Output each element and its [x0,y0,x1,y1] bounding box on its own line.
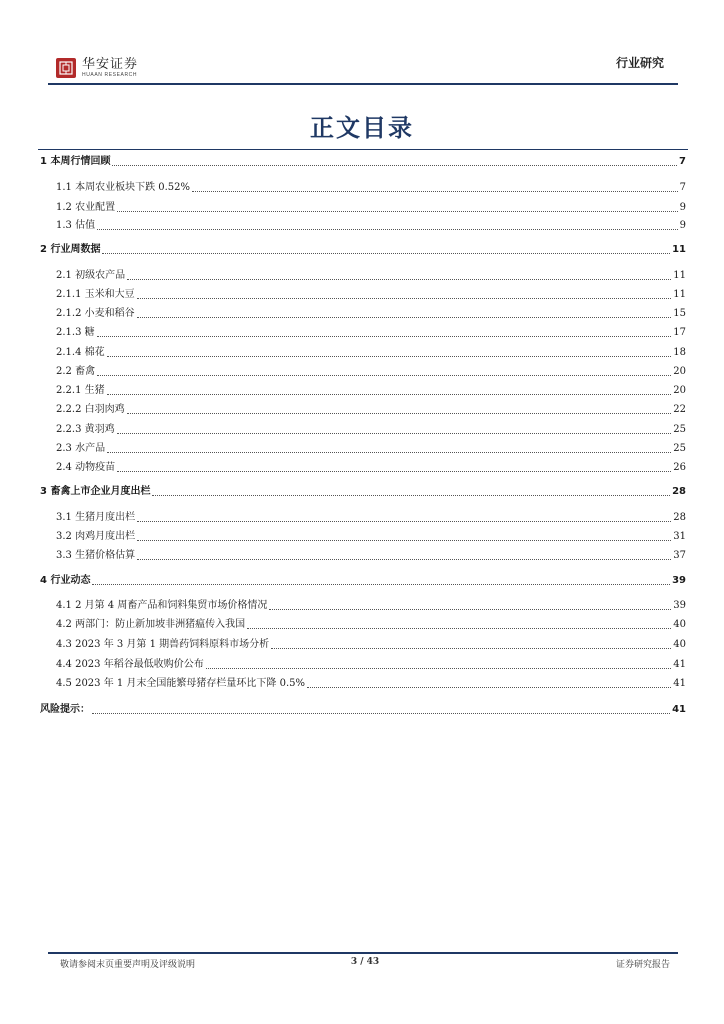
toc-dot-leader [137,558,671,560]
toc-entry[interactable] [40,699,686,717]
toc-entry[interactable] [56,284,686,302]
logo-chinese-name: 华安证券 [82,57,139,72]
toc-entry-page: 25 [673,424,686,435]
toc-entry-page: 18 [673,347,686,358]
toc-entry[interactable] [56,673,686,691]
toc-entry-page: 41 [673,678,686,689]
toc-dot-leader [117,432,672,434]
toc-entry[interactable] [56,595,686,613]
toc-entry-label: 1 本周行情回顾 [40,156,111,167]
page-footer [60,957,670,971]
toc-entry-page: 41 [672,704,686,715]
toc-dot-leader [137,539,671,541]
toc-entry[interactable] [56,457,686,475]
toc-entry[interactable] [56,526,686,544]
toc-entry[interactable] [56,380,686,398]
toc-entry-page: 39 [672,575,686,586]
toc-dot-leader [152,494,670,496]
toc-entry-page: 28 [673,512,686,523]
toc-dot-leader [112,164,677,166]
toc-entry-page: 20 [673,366,686,377]
toc-entry[interactable] [40,151,686,169]
toc-dot-leader [107,355,672,357]
toc-dot-leader [97,374,671,376]
toc-dot-leader [137,297,672,299]
toc-dot-leader [137,520,671,522]
toc-entry-label: 2.2 畜禽 [56,366,96,377]
toc-entry-page: 11 [672,244,686,255]
toc-entry-label: 2.4 动物疫苗 [56,462,116,473]
toc-entry-page: 11 [673,289,686,300]
toc-entry-label: 2.2.1 生猪 [56,385,105,396]
toc-entry[interactable] [56,197,686,215]
toc-entry-label: 3.2 肉鸡月度出栏 [56,531,136,542]
toc-dot-leader [192,190,678,192]
toc-entry[interactable] [56,265,686,283]
toc-entry-label: 2.1.1 玉米和大豆 [56,289,135,300]
toc-entry-label: 3 畜禽上市企业月度出栏 [40,486,151,497]
toc-entry-page: 11 [673,270,686,281]
toc-entry[interactable] [56,303,686,321]
toc-dot-leader [107,393,672,395]
page-header [0,0,724,90]
toc-dot-leader [97,228,678,230]
logo-seal-icon [56,58,76,78]
toc-dot-leader [92,583,670,585]
toc-dot-leader [271,647,671,649]
toc-entry-label: 1.1 本周农业板块下跌 0.52% [56,182,191,193]
toc-entry-label: 2.2.3 黄羽鸡 [56,424,115,435]
footer-divider [48,952,678,954]
toc-dot-leader [137,316,672,318]
toc-entry-page: 9 [679,202,686,213]
toc-entry-label: 2.1 初级农产品 [56,270,126,281]
document-type-label: 行业研究 [615,56,664,70]
toc-entry-label: 3.1 生猪月度出栏 [56,512,136,523]
toc-dot-leader [247,627,671,629]
toc-entry-page: 7 [679,182,686,193]
toc-entry[interactable] [56,419,686,437]
toc-entry-label: 4.5 2023 年 1 月末全国能繁母猪存栏量环比下降 0.5% [56,678,306,689]
toc-entry[interactable] [40,481,686,499]
toc-dot-leader [107,451,671,453]
toc-entry-label: 4.2 两部门：防止新加坡非洲猪瘟传入我国 [56,619,246,630]
toc-entry[interactable] [56,438,686,456]
toc-entry-label: 4.4 2023 年稻谷最低收购价公布 [56,659,204,670]
toc-dot-leader [127,412,672,414]
toc-entry-page: 22 [673,404,686,415]
toc-entry[interactable] [40,570,686,588]
header-divider [48,83,678,85]
toc-dot-leader [206,667,672,669]
toc-dot-leader [117,470,671,472]
toc-entry[interactable] [56,399,686,417]
toc-entry[interactable] [56,654,686,672]
page-title: 正文目录 [310,114,414,142]
toc-entry-page: 20 [673,385,686,396]
toc-entry-label: 4.3 2023 年 3 月第 1 期兽药饲料原料市场分析 [56,639,270,650]
toc-entry-label: 2.1.4 棉花 [56,347,105,358]
toc-entry-page: 15 [673,308,686,319]
toc-entry-page: 31 [673,531,686,542]
toc-entry-label: 1.3 估值 [56,220,96,231]
toc-dot-leader [92,712,670,714]
toc-dot-leader [97,335,672,337]
toc-entry[interactable] [40,239,686,257]
toc-entry-page: 39 [673,600,686,611]
toc-entry[interactable] [56,322,686,340]
toc-entry[interactable] [56,634,686,652]
toc-entry[interactable] [56,342,686,360]
toc-entry-label: 4 行业动态 [40,575,91,586]
toc-entry-label: 2 行业周数据 [40,244,101,255]
title-divider [38,149,688,150]
toc-entry-label: 4.1 2 月第 4 周畜产品和饲料集贸市场价格情况 [56,600,268,611]
toc-entry-label: 2.2.2 白羽肉鸡 [56,404,125,415]
toc-entry-page: 17 [673,327,686,338]
toc-entry-page: 28 [672,486,686,497]
toc-entry[interactable] [56,614,686,632]
toc-entry-label: 1.2 农业配置 [56,202,116,213]
toc-dot-leader [307,686,671,688]
toc-entry-label: 2.3 水产品 [56,443,106,454]
toc-entry-page: 25 [673,443,686,454]
toc-entry[interactable] [56,545,686,563]
toc-entry-page: 40 [673,619,686,630]
footer-report-type: 证券研究报告 [615,960,670,970]
logo-english-name: HUAAN RESEARCH [82,72,138,78]
toc-entry-page: 9 [679,220,686,231]
footer-disclaimer: 敬请参阅末页重要声明及评级说明 [60,960,196,970]
page-number: 3 / 43 [350,957,380,967]
toc-entry-page: 37 [673,550,686,561]
toc-entry-page: 40 [673,639,686,650]
toc-entry-label: 3.3 生猪价格估算 [56,550,136,561]
toc-dot-leader [117,210,678,212]
toc-dot-leader [102,252,670,254]
toc-entry[interactable] [56,507,686,525]
toc-dot-leader [269,608,671,610]
toc-entry[interactable] [56,361,686,379]
toc-entry-page: 26 [673,462,686,473]
toc-dot-leader [127,278,671,280]
company-logo [56,58,138,78]
toc-entry-label: 风险提示： [40,704,90,715]
toc-entry-label: 2.1.3 糖 [56,327,95,338]
toc-entry-page: 7 [679,156,686,167]
toc-entry-page: 41 [673,659,686,670]
toc-entry[interactable] [56,215,686,233]
toc-entry[interactable] [56,177,686,195]
toc-entry-label: 2.1.2 小麦和稻谷 [56,308,135,319]
